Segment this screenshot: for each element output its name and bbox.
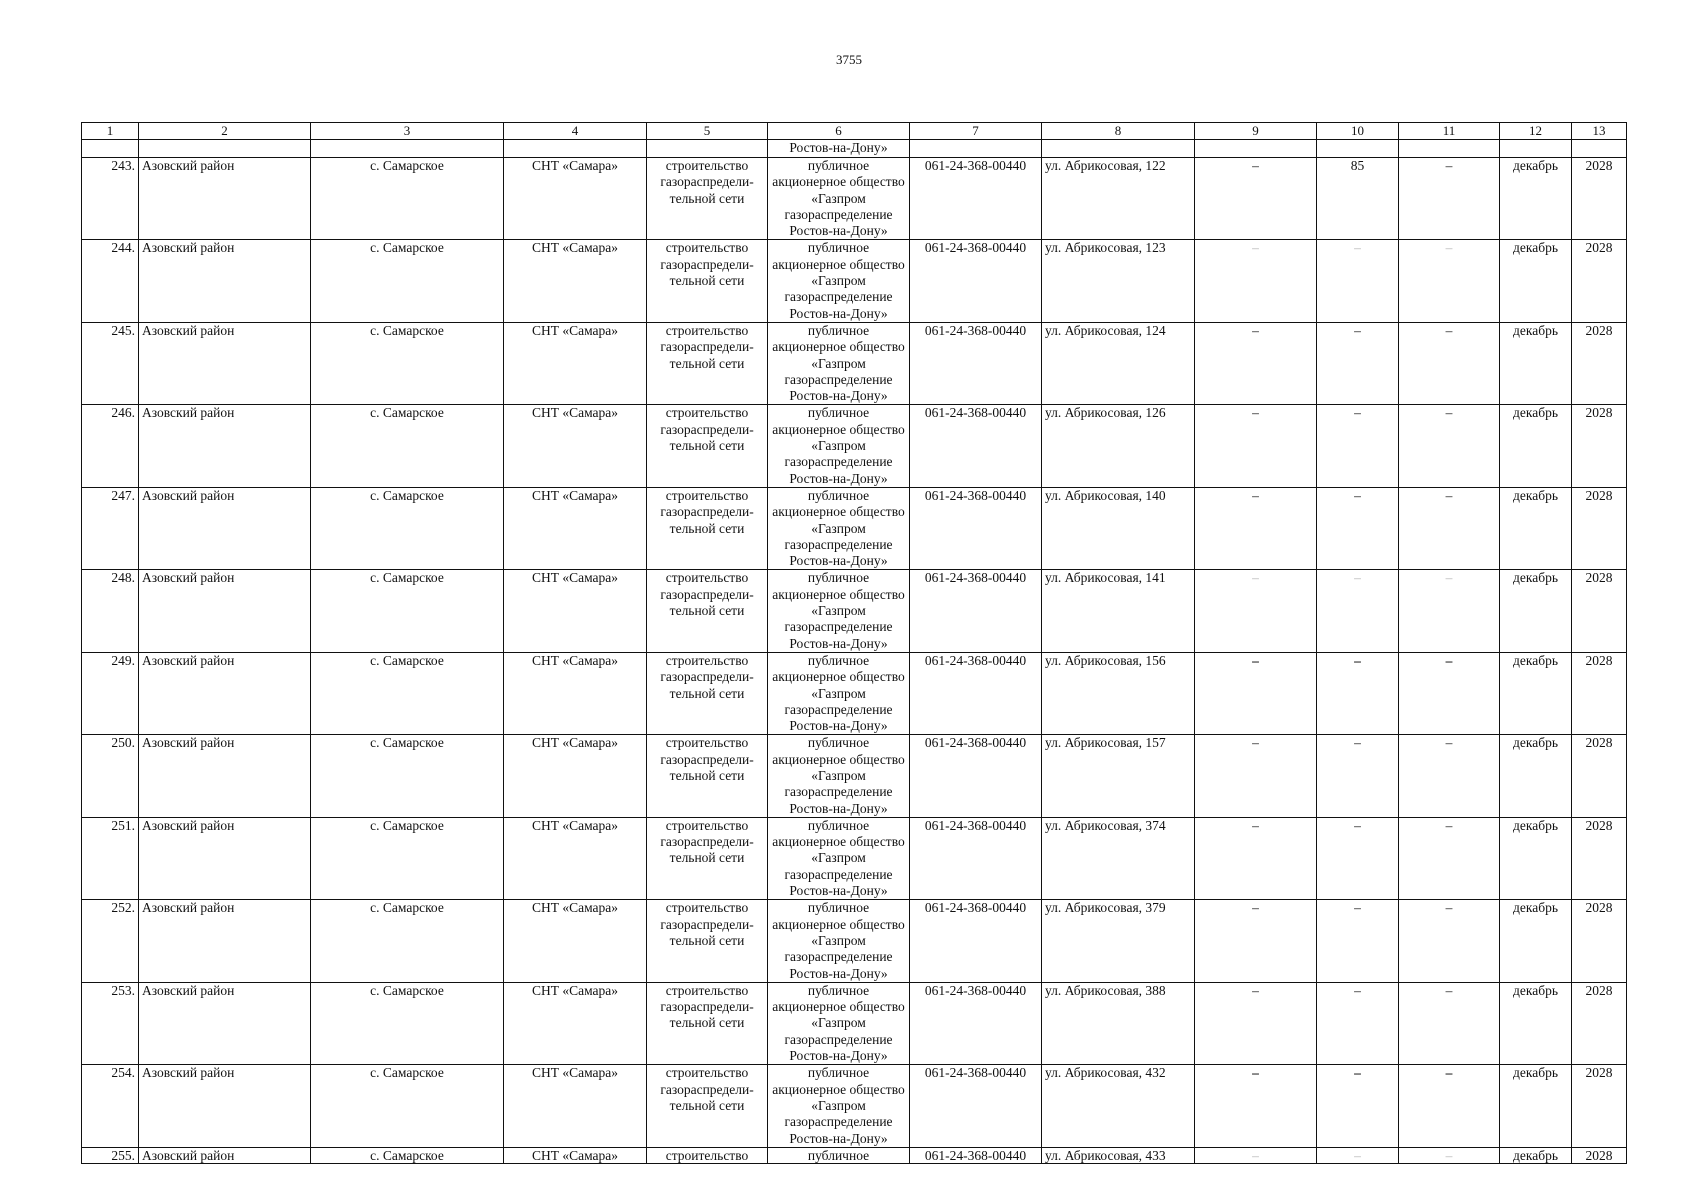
work-type-cell: строительство газораспредели-тельной сети — [647, 570, 768, 652]
object-cell: СНТ «Самара» — [504, 487, 647, 569]
year-cell: 2028 — [1572, 900, 1627, 982]
table-row — [82, 158, 1627, 240]
month-cell: декабрь — [1500, 652, 1572, 734]
col9-cell: – — [1195, 817, 1317, 899]
column-number: 1 — [82, 123, 139, 140]
district-cell: Азовский район — [139, 652, 311, 734]
month-cell: декабрь — [1500, 900, 1572, 982]
col11-cell: – — [1399, 405, 1500, 487]
table-row — [82, 735, 1627, 817]
col10-cell: – — [1317, 817, 1399, 899]
column-number: 13 — [1572, 123, 1627, 140]
object-cell: СНТ «Самара» — [504, 652, 647, 734]
year-cell: 2028 — [1572, 405, 1627, 487]
column-number: 2 — [139, 123, 311, 140]
month-cell: декабрь — [1500, 817, 1572, 899]
table-row — [82, 487, 1627, 569]
code-cell: 061-24-368-00440 — [910, 240, 1042, 322]
continuation-row — [82, 140, 1627, 158]
column-number: 12 — [1500, 123, 1572, 140]
row-number: 250. — [82, 735, 139, 817]
col11-cell: – — [1399, 652, 1500, 734]
object-cell: СНТ «Самара» — [504, 570, 647, 652]
page-number: 3755 — [836, 52, 862, 67]
district-cell: Азовский район — [139, 487, 311, 569]
col9-cell: – — [1195, 158, 1317, 240]
owner-cell: публичное акционерное общество «Газпром газораспределение Ростов-на-Дону» — [768, 240, 910, 322]
owner-cell: публичное акционерное общество «Газпром газораспределение Ростов-на-Дону» — [768, 405, 910, 487]
work-type-cell: строительство газораспредели-тельной сети — [647, 487, 768, 569]
col10-cell: – — [1317, 900, 1399, 982]
col10-cell: – — [1317, 570, 1399, 652]
object-cell: СНТ «Самара» — [504, 735, 647, 817]
owner-cell: публичное акционерное общество «Газпром газораспределение Ростов-на-Дону» — [768, 735, 910, 817]
settlement-cell: с. Самарское — [311, 322, 504, 404]
work-type-cell: строительство газораспредели-тельной сети — [647, 158, 768, 240]
col11-cell: – — [1399, 1065, 1500, 1147]
year-cell: 2028 — [1572, 487, 1627, 569]
address-cell: ул. Абрикосовая, 379 — [1042, 900, 1195, 982]
month-cell: декабрь — [1500, 735, 1572, 817]
work-type-cell: строительство газораспредели-тельной сети — [647, 652, 768, 734]
year-cell: 2028 — [1572, 1065, 1627, 1147]
year-cell: 2028 — [1572, 570, 1627, 652]
col10-cell: – — [1317, 982, 1399, 1064]
column-number: 9 — [1195, 123, 1317, 140]
address-cell: ул. Абрикосовая, 140 — [1042, 487, 1195, 569]
object-cell: СНТ «Самара» — [504, 240, 647, 322]
settlement-cell: с. Самарское — [311, 570, 504, 652]
column-number: 11 — [1399, 123, 1500, 140]
col11-cell: – — [1399, 322, 1500, 404]
owner-cell: публичное акционерное общество «Газпром газораспределение Ростов-на-Дону» — [768, 158, 910, 240]
owner-cell: публичное акционерное общество «Газпром газораспределение Ростов-на-Дону» — [768, 322, 910, 404]
year-cell: 2028 — [1572, 817, 1627, 899]
month-cell: декабрь — [1500, 240, 1572, 322]
col11-cell: – — [1399, 240, 1500, 322]
col11-cell: – — [1399, 817, 1500, 899]
col10-cell: – — [1317, 240, 1399, 322]
col9-cell: – — [1195, 322, 1317, 404]
district-cell: Азовский район — [139, 322, 311, 404]
address-cell: ул. Абрикосовая, 157 — [1042, 735, 1195, 817]
table-row — [82, 240, 1627, 322]
code-cell: 061-24-368-00440 — [910, 487, 1042, 569]
column-number: 5 — [647, 123, 768, 140]
object-cell: СНТ «Самара» — [504, 405, 647, 487]
month-cell: декабрь — [1500, 322, 1572, 404]
address-cell: ул. Абрикосовая, 123 — [1042, 240, 1195, 322]
work-type-cell: строительство газораспредели-тельной сети — [647, 817, 768, 899]
col9-cell: – — [1195, 487, 1317, 569]
col9-cell: – — [1195, 570, 1317, 652]
work-type-cell: строительство — [647, 1147, 768, 1163]
year-cell: 2028 — [1572, 982, 1627, 1064]
code-cell: 061-24-368-00440 — [910, 982, 1042, 1064]
col9-cell: – — [1195, 1065, 1317, 1147]
address-cell: ул. Абрикосовая, 374 — [1042, 817, 1195, 899]
month-cell: декабрь — [1500, 158, 1572, 240]
row-number: 245. — [82, 322, 139, 404]
register-table — [81, 122, 1627, 1164]
owner-cell: публичное акционерное общество «Газпром газораспределение Ростов-на-Дону» — [768, 487, 910, 569]
object-cell: СНТ «Самара» — [504, 982, 647, 1064]
district-cell: Азовский район — [139, 570, 311, 652]
col11-cell: – — [1399, 158, 1500, 240]
code-cell: 061-24-368-00440 — [910, 900, 1042, 982]
work-type-cell: строительство газораспредели-тельной сети — [647, 900, 768, 982]
owner-cell: публичное акционерное общество «Газпром газораспределение Ростов-на-Дону» — [768, 900, 910, 982]
work-type-cell: строительство газораспредели-тельной сети — [647, 322, 768, 404]
col9-cell: – — [1195, 982, 1317, 1064]
code-cell: 061-24-368-00440 — [910, 817, 1042, 899]
table-row — [82, 652, 1627, 734]
year-cell: 2028 — [1572, 735, 1627, 817]
table-row — [82, 322, 1627, 404]
col10-cell: – — [1317, 652, 1399, 734]
settlement-cell: с. Самарское — [311, 487, 504, 569]
address-cell: ул. Абрикосовая, 126 — [1042, 405, 1195, 487]
address-cell: ул. Абрикосовая, 388 — [1042, 982, 1195, 1064]
owner-cell: публичное акционерное общество «Газпром газораспределение Ростов-на-Дону» — [768, 817, 910, 899]
month-cell: декабрь — [1500, 570, 1572, 652]
col10-cell: – — [1317, 1065, 1399, 1147]
code-cell: 061-24-368-00440 — [910, 322, 1042, 404]
table-row — [82, 817, 1627, 899]
district-cell: Азовский район — [139, 1065, 311, 1147]
row-number: 255. — [82, 1147, 139, 1163]
row-number: 244. — [82, 240, 139, 322]
owner-cell: публичное акционерное общество «Газпром газораспределение Ростов-на-Дону» — [768, 1065, 910, 1147]
object-cell: СНТ «Самара» — [504, 1147, 647, 1163]
row-number: 247. — [82, 487, 139, 569]
year-cell: 2028 — [1572, 322, 1627, 404]
code-cell: 061-24-368-00440 — [910, 1065, 1042, 1147]
col11-cell: – — [1399, 570, 1500, 652]
month-cell: декабрь — [1500, 1065, 1572, 1147]
object-cell: СНТ «Самара» — [504, 817, 647, 899]
settlement-cell: с. Самарское — [311, 735, 504, 817]
settlement-cell: с. Самарское — [311, 652, 504, 734]
col9-cell: – — [1195, 652, 1317, 734]
work-type-cell: строительство газораспредели-тельной сети — [647, 240, 768, 322]
district-cell: Азовский район — [139, 982, 311, 1064]
address-cell: ул. Абрикосовая, 433 — [1042, 1147, 1195, 1163]
code-cell: 061-24-368-00440 — [910, 158, 1042, 240]
row-number: 243. — [82, 158, 139, 240]
district-cell: Азовский район — [139, 1147, 311, 1163]
owner-cell: публичное акционерное общество «Газпром газораспределение Ростов-на-Дону» — [768, 570, 910, 652]
year-cell: 2028 — [1572, 652, 1627, 734]
column-number: 8 — [1042, 123, 1195, 140]
address-cell: ул. Абрикосовая, 156 — [1042, 652, 1195, 734]
col10-cell: – — [1317, 1147, 1399, 1163]
column-number: 4 — [504, 123, 647, 140]
col9-cell: – — [1195, 735, 1317, 817]
table-row — [82, 1065, 1627, 1147]
col10-cell: – — [1317, 322, 1399, 404]
col10-cell: 85 — [1317, 158, 1399, 240]
code-cell: 061-24-368-00440 — [910, 652, 1042, 734]
year-cell: 2028 — [1572, 158, 1627, 240]
col11-cell: – — [1399, 900, 1500, 982]
table-row — [82, 1147, 1627, 1163]
row-number: 254. — [82, 1065, 139, 1147]
continuation-cell: Ростов-на-Дону» — [768, 140, 910, 158]
owner-cell: публичное акционерное общество «Газпром газораспределение Ростов-на-Дону» — [768, 652, 910, 734]
district-cell: Азовский район — [139, 405, 311, 487]
column-number: 7 — [910, 123, 1042, 140]
object-cell: СНТ «Самара» — [504, 158, 647, 240]
row-number: 248. — [82, 570, 139, 652]
settlement-cell: с. Самарское — [311, 1147, 504, 1163]
row-number: 253. — [82, 982, 139, 1064]
settlement-cell: с. Самарское — [311, 900, 504, 982]
address-cell: ул. Абрикосовая, 141 — [1042, 570, 1195, 652]
district-cell: Азовский район — [139, 817, 311, 899]
owner-cell: публичное акционерное общество «Газпром газораспределение Ростов-на-Дону» — [768, 982, 910, 1064]
address-cell: ул. Абрикосовая, 122 — [1042, 158, 1195, 240]
month-cell: декабрь — [1500, 1147, 1572, 1163]
year-cell: 2028 — [1572, 240, 1627, 322]
address-cell: ул. Абрикосовая, 432 — [1042, 1065, 1195, 1147]
work-type-cell: строительство газораспредели-тельной сети — [647, 735, 768, 817]
table-row — [82, 982, 1627, 1064]
col10-cell: – — [1317, 405, 1399, 487]
settlement-cell: с. Самарское — [311, 240, 504, 322]
year-cell: 2028 — [1572, 1147, 1627, 1163]
col11-cell: – — [1399, 982, 1500, 1064]
column-number: 3 — [311, 123, 504, 140]
work-type-cell: строительство газораспредели-тельной сети — [647, 1065, 768, 1147]
col10-cell: – — [1317, 487, 1399, 569]
district-cell: Азовский район — [139, 735, 311, 817]
district-cell: Азовский район — [139, 240, 311, 322]
col11-cell: – — [1399, 1147, 1500, 1163]
district-cell: Азовский район — [139, 900, 311, 982]
col10-cell: – — [1317, 735, 1399, 817]
address-cell: ул. Абрикосовая, 124 — [1042, 322, 1195, 404]
row-number: 252. — [82, 900, 139, 982]
settlement-cell: с. Самарское — [311, 1065, 504, 1147]
owner-cell: публичное — [768, 1147, 910, 1163]
col9-cell: – — [1195, 900, 1317, 982]
work-type-cell: строительство газораспредели-тельной сети — [647, 982, 768, 1064]
object-cell: СНТ «Самара» — [504, 900, 647, 982]
col9-cell: – — [1195, 240, 1317, 322]
col9-cell: – — [1195, 1147, 1317, 1163]
code-cell: 061-24-368-00440 — [910, 570, 1042, 652]
district-cell: Азовский район — [139, 158, 311, 240]
col9-cell: – — [1195, 405, 1317, 487]
settlement-cell: с. Самарское — [311, 817, 504, 899]
col11-cell: – — [1399, 487, 1500, 569]
work-type-cell: строительство газораспредели-тельной сети — [647, 405, 768, 487]
col11-cell: – — [1399, 735, 1500, 817]
month-cell: декабрь — [1500, 487, 1572, 569]
table-row — [82, 405, 1627, 487]
column-number: 6 — [768, 123, 910, 140]
table-row — [82, 900, 1627, 982]
settlement-cell: с. Самарское — [311, 158, 504, 240]
code-cell: 061-24-368-00440 — [910, 405, 1042, 487]
object-cell: СНТ «Самара» — [504, 1065, 647, 1147]
settlement-cell: с. Самарское — [311, 405, 504, 487]
row-number: 249. — [82, 652, 139, 734]
month-cell: декабрь — [1500, 405, 1572, 487]
code-cell: 061-24-368-00440 — [910, 1147, 1042, 1163]
code-cell: 061-24-368-00440 — [910, 735, 1042, 817]
table-row — [82, 570, 1627, 652]
settlement-cell: с. Самарское — [311, 982, 504, 1064]
column-number-header — [82, 123, 1627, 140]
object-cell: СНТ «Самара» — [504, 322, 647, 404]
column-number: 10 — [1317, 123, 1399, 140]
row-number: 246. — [82, 405, 139, 487]
month-cell: декабрь — [1500, 982, 1572, 1064]
row-number: 251. — [82, 817, 139, 899]
